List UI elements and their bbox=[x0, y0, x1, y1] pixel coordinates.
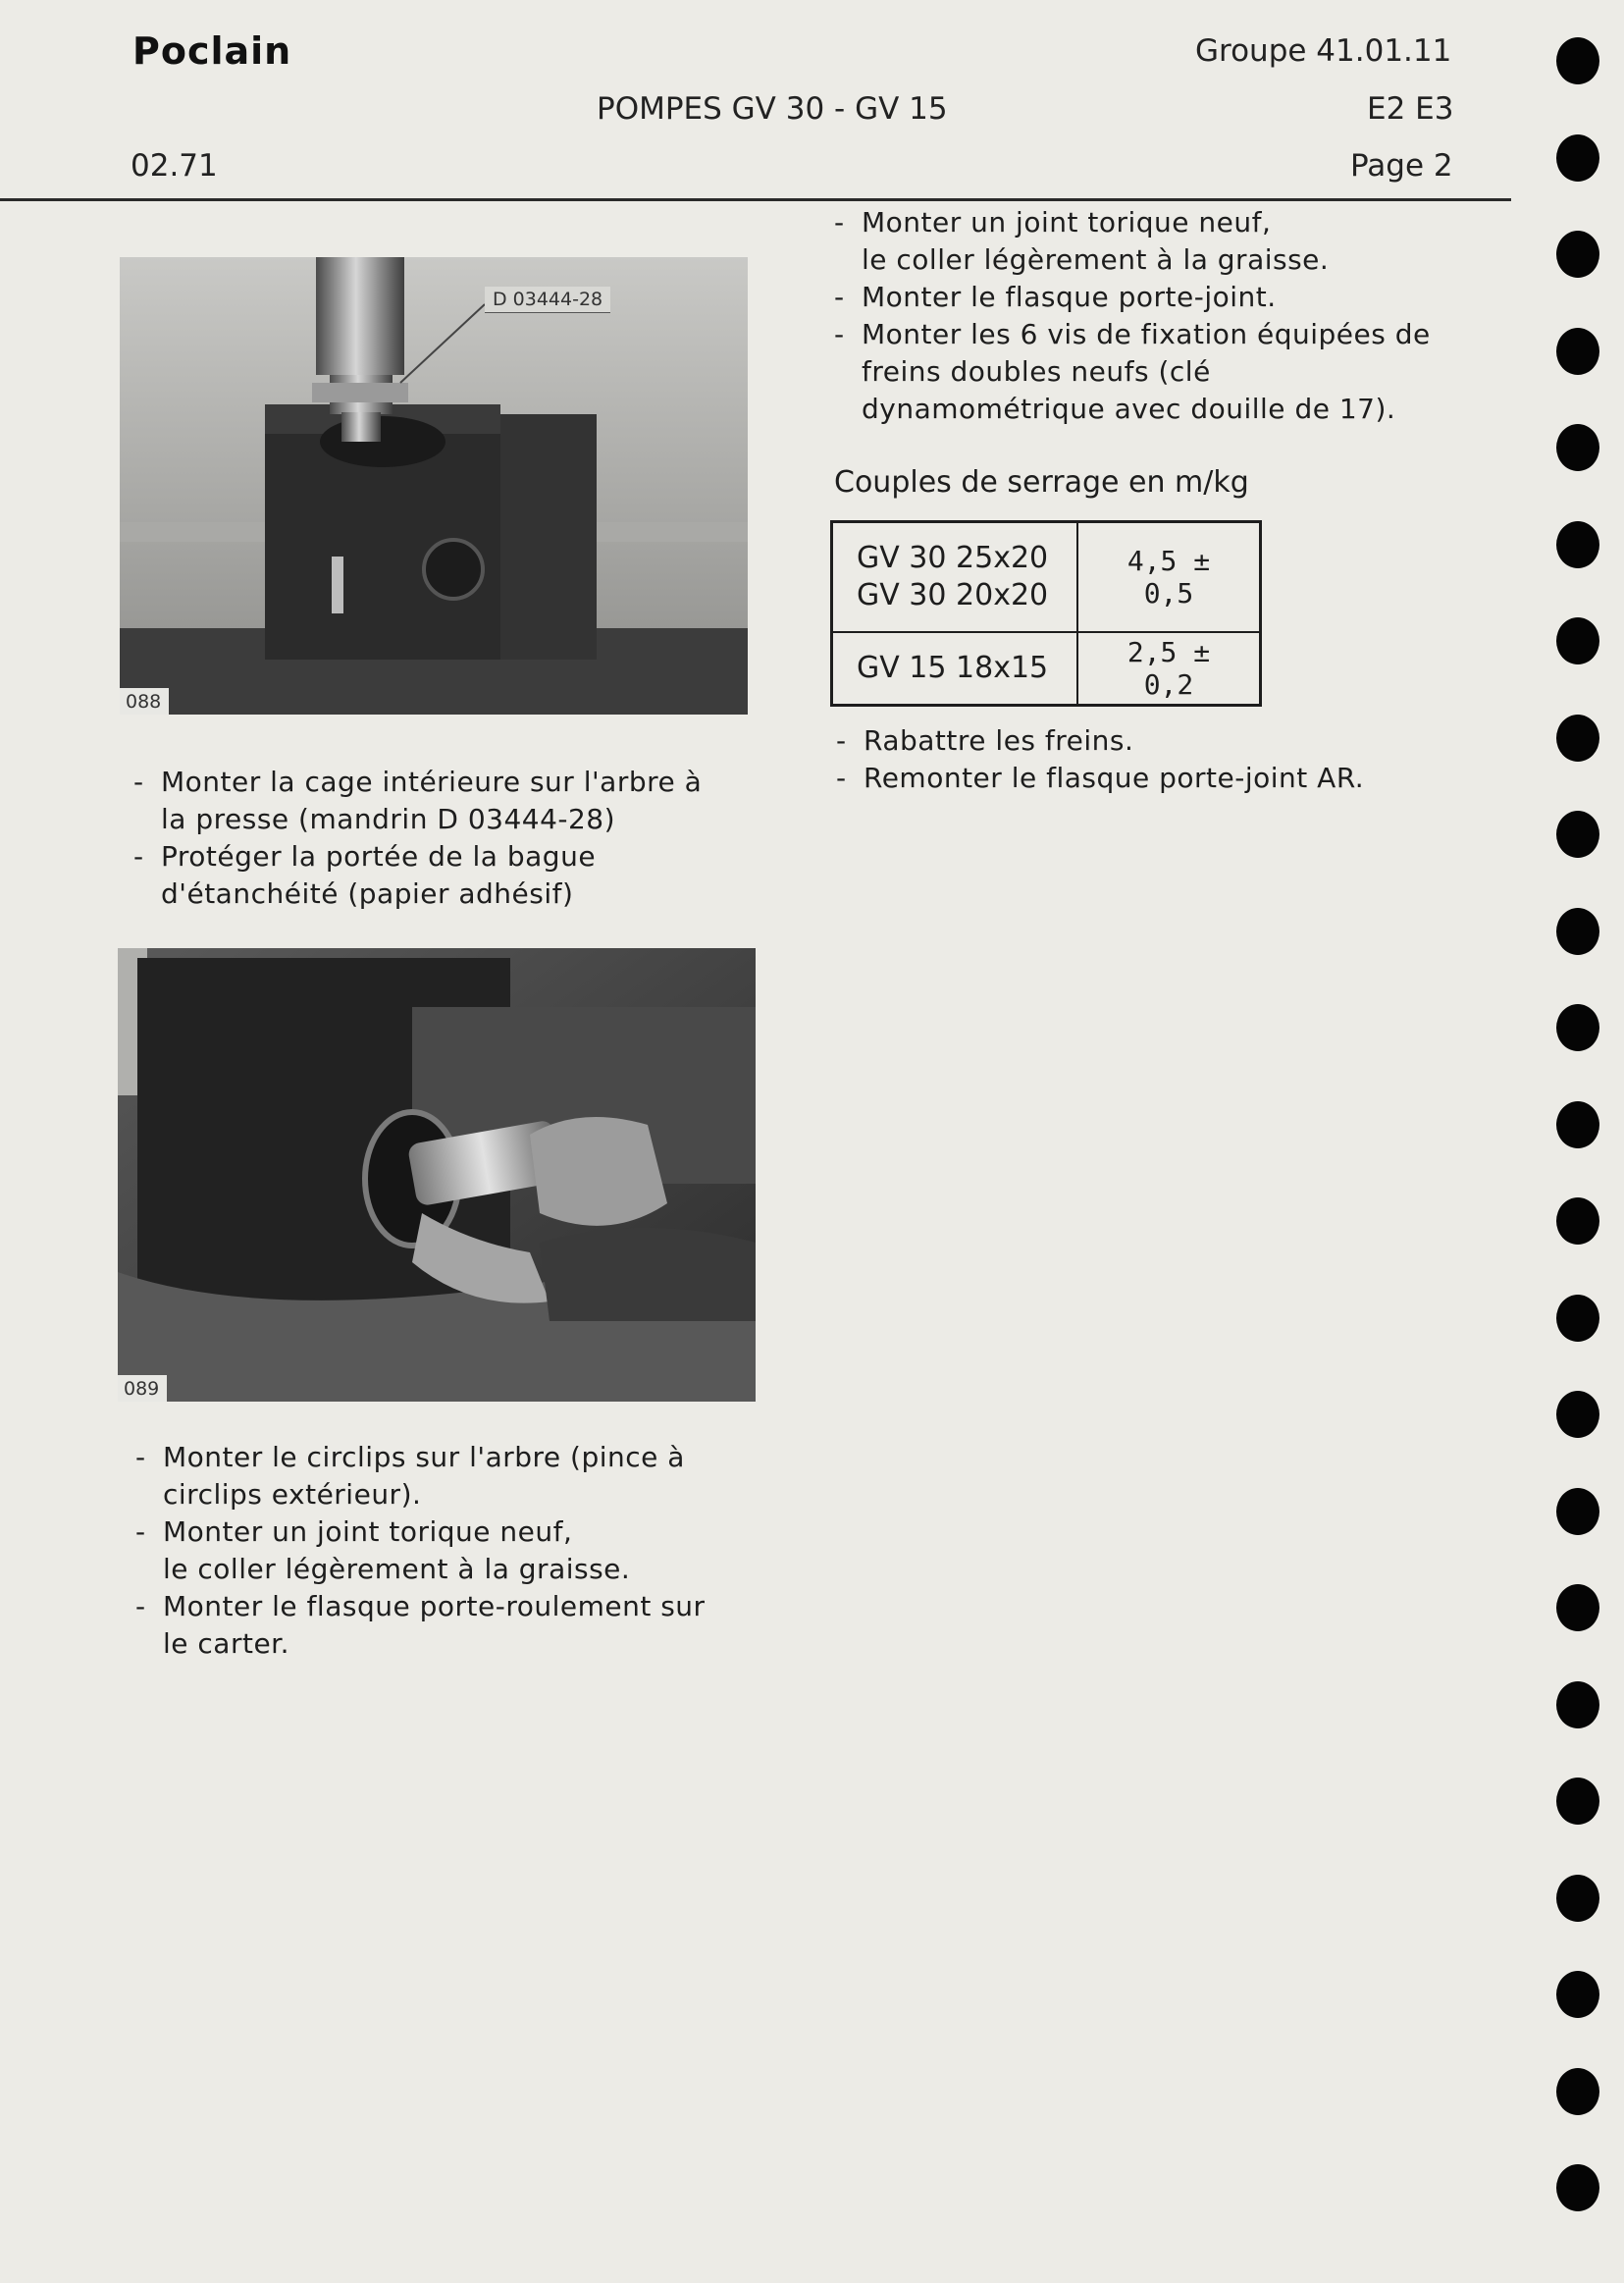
table-row bbox=[832, 522, 1261, 633]
list-item: - Protéger la portée de la bague d'étanchéité (papier adhésif) bbox=[131, 838, 720, 913]
binder-hole bbox=[1556, 1875, 1599, 1922]
binder-hole bbox=[1556, 1004, 1599, 1051]
binder-hole bbox=[1556, 1778, 1599, 1825]
page-number: Page 2 bbox=[1350, 148, 1453, 184]
list-item: - Monter un joint torique neuf, le coller légèrement à la graisse. bbox=[133, 1513, 722, 1588]
binder-hole bbox=[1556, 37, 1599, 84]
left-steps-2 bbox=[133, 1439, 722, 1663]
mandrel-reference-label: D 03444-28 bbox=[485, 287, 610, 313]
list-item: - Rabattre les freins. bbox=[834, 722, 1462, 760]
header-divider bbox=[0, 198, 1511, 201]
binder-hole bbox=[1556, 1488, 1599, 1535]
binder-hole bbox=[1556, 2068, 1599, 2115]
binder-hole bbox=[1556, 1197, 1599, 1245]
binder-hole bbox=[1556, 1971, 1599, 2018]
list-item: - Monter un joint torique neuf, le coller légèrement à la graisse. bbox=[832, 204, 1460, 279]
right-steps-1 bbox=[832, 204, 1460, 428]
list-item: - Monter le circlips sur l'arbre (pince à circlips extérieur). bbox=[133, 1439, 722, 1513]
list-item: - Monter le flasque porte-roulement sur le carter. bbox=[133, 1588, 722, 1663]
binder-hole bbox=[1556, 617, 1599, 664]
document-title: POMPES GV 30 - GV 15 bbox=[597, 91, 948, 127]
binder-hole bbox=[1556, 424, 1599, 471]
binder-hole bbox=[1556, 1101, 1599, 1148]
binder-hole bbox=[1556, 1295, 1599, 1342]
list-item: - Monter les 6 vis de fixation équipées de freins doubles neufs (clé dynamométrique avec douille de 17). bbox=[832, 316, 1460, 428]
photo-089 bbox=[118, 948, 756, 1402]
photo-number: 089 bbox=[118, 1375, 167, 1402]
photo-088 bbox=[120, 257, 748, 715]
table-row bbox=[832, 632, 1261, 706]
torque-caption: Couples de serrage en m/kg bbox=[834, 465, 1249, 500]
binder-hole bbox=[1556, 231, 1599, 278]
list-item: - Monter le flasque porte-joint. bbox=[832, 279, 1460, 316]
list-item-continuation: le coller légèrement à la graisse. bbox=[163, 1553, 631, 1585]
torque-value-cell: 4,5 ± 0,5 bbox=[1077, 522, 1261, 633]
binder-hole bbox=[1556, 328, 1599, 375]
photo-088-illustration bbox=[120, 257, 748, 715]
binder-hole bbox=[1556, 521, 1599, 568]
photo-089-illustration bbox=[118, 948, 756, 1402]
torque-value-cell: 2,5 ± 0,2 bbox=[1077, 632, 1261, 706]
binder-hole bbox=[1556, 134, 1599, 182]
photo-number: 088 bbox=[120, 688, 169, 715]
list-item: - Remonter le flasque porte-joint AR. bbox=[834, 760, 1462, 797]
binder-hole bbox=[1556, 908, 1599, 955]
binder-hole bbox=[1556, 811, 1599, 858]
document-code: E2 E3 bbox=[1367, 91, 1454, 127]
left-steps-1 bbox=[131, 764, 720, 913]
model-cell: GV 30 25x20 GV 30 20x20 bbox=[832, 522, 1078, 633]
list-item-continuation: le coller légèrement à la graisse. bbox=[862, 243, 1330, 276]
document-date: 02.71 bbox=[131, 148, 218, 184]
torque-table bbox=[830, 520, 1262, 707]
group-number: Groupe 41.01.11 bbox=[1195, 33, 1452, 69]
poclain-logo: Poclain bbox=[132, 29, 292, 73]
list-item: - Monter la cage intérieure sur l'arbre à la presse (mandrin D 03444-28) bbox=[131, 764, 720, 838]
binder-hole bbox=[1556, 1391, 1599, 1438]
binder-hole bbox=[1556, 1584, 1599, 1631]
binder-hole bbox=[1556, 715, 1599, 762]
model-cell: GV 15 18x15 bbox=[832, 632, 1078, 706]
binder-hole bbox=[1556, 1681, 1599, 1728]
binder-hole bbox=[1556, 2164, 1599, 2211]
right-steps-2 bbox=[834, 722, 1462, 797]
